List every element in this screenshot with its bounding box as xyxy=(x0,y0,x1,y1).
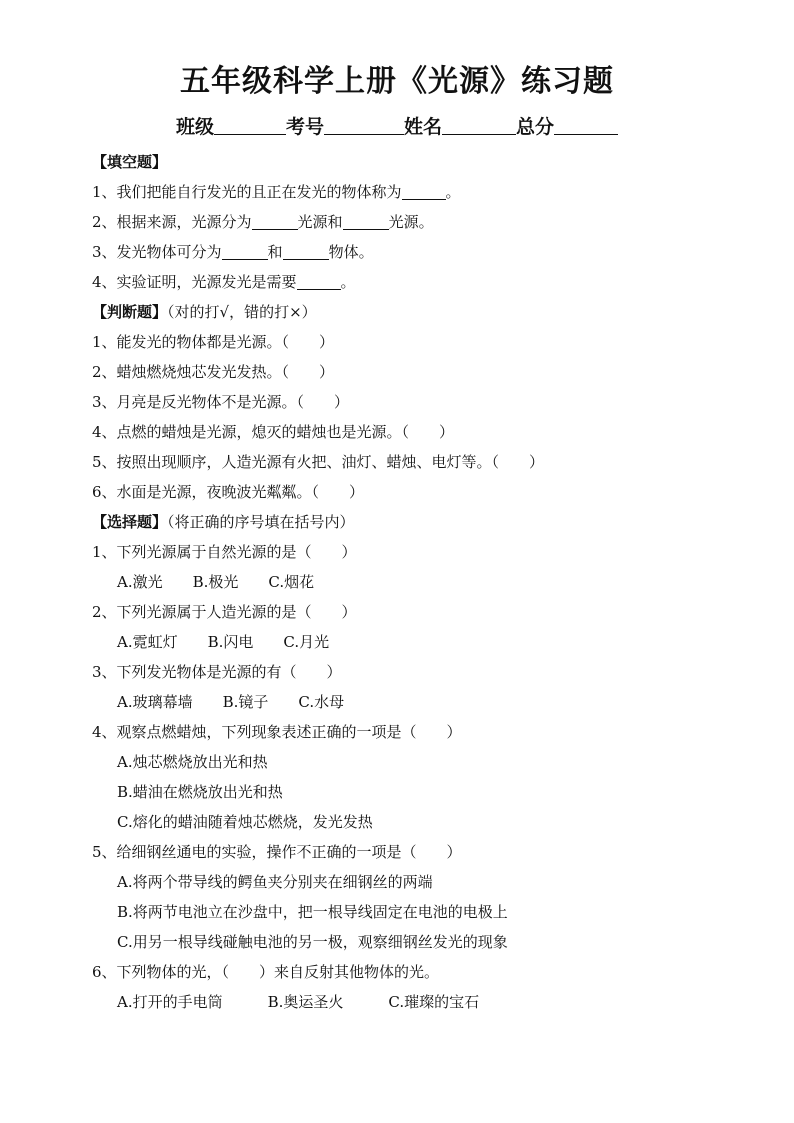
fill-question-1 xyxy=(92,182,461,202)
score-blank[interactable] xyxy=(554,114,618,135)
choice-options-2: A.霓虹灯 B.闪电 C.月光 xyxy=(117,633,330,651)
answer-blank[interactable] xyxy=(343,213,389,230)
question-text: 光源。 xyxy=(388,213,434,231)
question-text: 3、发光物体可分为 xyxy=(92,243,222,261)
section-title: 【判断题】 xyxy=(92,303,168,321)
answer-blank[interactable] xyxy=(297,273,341,290)
name-blank[interactable] xyxy=(442,114,516,135)
choice-question-2: 2、下列光源属于人造光源的是（ ） xyxy=(92,603,357,621)
section-note: （将正确的序号填在括号内） xyxy=(167,513,355,531)
choice-question-3: 3、下列发光物体是光源的有（ ） xyxy=(92,663,342,681)
fill-section-heading: 【填空题】 xyxy=(92,153,168,171)
section-title: 【选择题】 xyxy=(92,513,168,531)
fill-question-2 xyxy=(92,212,434,232)
exam-no-blank[interactable] xyxy=(324,114,404,135)
question-text: 4、实验证明，光源发光是需要 xyxy=(92,273,297,291)
question-text: 物体。 xyxy=(328,243,374,261)
judge-question-6: 6、水面是光源，夜晚波光粼粼。（ ） xyxy=(92,483,365,501)
class-label: 班级 xyxy=(175,116,214,138)
answer-blank[interactable] xyxy=(402,183,446,200)
question-text: 1、我们把能自行发光的且正在发光的物体称为 xyxy=(92,183,402,201)
question-text: 。 xyxy=(445,183,461,201)
answer-blank[interactable] xyxy=(252,213,298,230)
question-text: 光源和 xyxy=(297,213,343,231)
question-text: 和 xyxy=(267,243,283,261)
judge-question-3: 3、月亮是反光物体不是光源。（ ） xyxy=(92,393,350,411)
choice-question-4: 4、观察点燃蜡烛，下列现象表述正确的一项是（ ） xyxy=(92,723,462,741)
choice-section-heading xyxy=(92,512,355,532)
question-text: 2、根据来源，光源分为 xyxy=(92,213,252,231)
class-blank[interactable] xyxy=(214,114,286,135)
answer-blank[interactable] xyxy=(222,243,268,260)
name-label: 姓名 xyxy=(404,116,443,138)
student-info-row xyxy=(0,113,794,141)
choice-options-1: A.激光 B.极光 C.烟花 xyxy=(117,573,315,591)
choice-question-6: 6、下列物体的光，（ ）来自反射其他物体的光。 xyxy=(92,963,440,981)
exam-no-label: 考号 xyxy=(285,116,324,138)
judge-question-4: 4、点燃的蜡烛是光源，熄灭的蜡烛也是光源。（ ） xyxy=(92,423,455,441)
answer-blank[interactable] xyxy=(283,243,329,260)
judge-question-2: 2、蜡烛燃烧烛芯发光发热。（ ） xyxy=(92,363,335,381)
choice-option-4c: C.熔化的蜡油随着烛芯燃烧，发光发热 xyxy=(117,813,373,831)
choice-option-5a: A.将两个带导线的鳄鱼夹分别夹在细钢丝的两端 xyxy=(117,873,433,891)
choice-question-1: 1、下列光源属于自然光源的是（ ） xyxy=(92,543,357,561)
choice-option-5c: C.用另一根导线碰触电池的另一极，观察细钢丝发光的现象 xyxy=(117,933,508,951)
choice-option-5b: B.将两节电池立在沙盘中，把一根导线固定在电池的电极上 xyxy=(117,903,508,921)
choice-options-6: A.打开的手电筒 B.奥运圣火 C.璀璨的宝石 xyxy=(117,993,480,1011)
judge-question-1: 1、能发光的物体都是光源。（ ） xyxy=(92,333,335,351)
fill-question-4 xyxy=(92,272,356,292)
question-text: 。 xyxy=(340,273,356,291)
judge-section-heading xyxy=(92,302,317,322)
score-label: 总分 xyxy=(516,116,555,138)
choice-options-3: A.玻璃幕墙 B.镜子 C.水母 xyxy=(117,693,345,711)
section-note: （对的打√，错的打×） xyxy=(167,303,317,321)
choice-option-4b: B.蜡油在燃烧放出光和热 xyxy=(117,783,283,801)
judge-question-5: 5、按照出现顺序，人造光源有火把、油灯、蜡烛、电灯等。（ ） xyxy=(92,453,545,471)
choice-option-4a: A.烛芯燃烧放出光和热 xyxy=(117,753,268,771)
page-title: 五年级科学上册《光源》练习题 xyxy=(180,64,614,99)
choice-question-5: 5、给细钢丝通电的实验，操作不正确的一项是（ ） xyxy=(92,843,462,861)
fill-question-3 xyxy=(92,242,374,262)
